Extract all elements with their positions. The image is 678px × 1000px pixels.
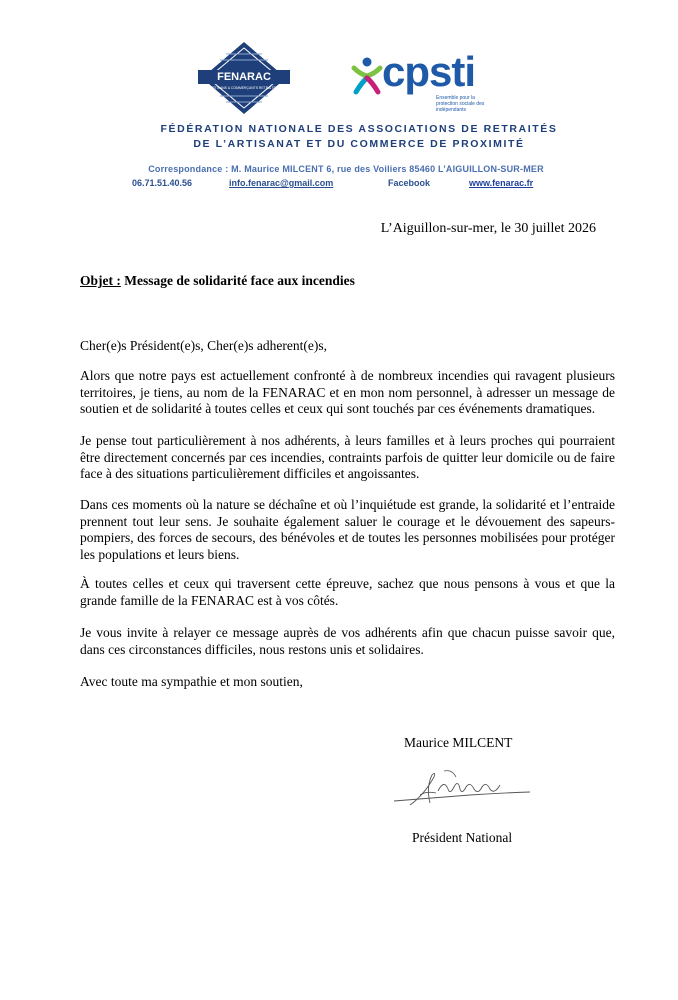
letter-subject: [80, 273, 355, 289]
federation-name-line-2: DE L’ARTISANAT ET DU COMMERCE DE PROXIMITÉ: [193, 138, 525, 150]
contact-email-link[interactable]: info.fenarac@gmail.com: [229, 178, 334, 188]
contact-website-link[interactable]: www.fenarac.fr: [469, 178, 534, 188]
letter-paragraph-5: Je vous invite à relayer ce message auprès de vos adhérents afin que chacun puisse savoir que, dans ces circonstances difficiles, nous restons unis et solidaires.: [80, 625, 615, 657]
cpsti-figure-icon: [350, 56, 384, 96]
letter-closing: Avec toute ma sympathie et mon soutien,: [80, 674, 303, 689]
correspondence-address: Correspondance : M. Maurice MILCENT 6, rue des Voiliers 85460 L’AIGUILLON-SUR-MER: [148, 164, 544, 174]
letter-greeting: Cher(e)s Président(e)s, Cher(e)s adherent(e)s,: [80, 338, 328, 353]
subject-text: Message de solidarité face aux incendies: [120, 273, 355, 288]
fenarac-logo: [196, 40, 292, 116]
letter-paragraph-4: À toutes celles et ceux qui traversent cette épreuve, sachez que nous pensons à vous et que la grande famille de la FENARAC est à vos côtés.: [80, 576, 615, 608]
fenarac-logo-graphic: [196, 40, 292, 116]
cpsti-tagline: Ensemble pour la protection sociale des indépendants: [436, 95, 485, 113]
fenarac-logo-name: FENARAC: [217, 71, 271, 83]
letter-paragraph-2: Je pense tout particulièrement à nos adhérents, à leurs familles et à leurs proches qui pourraient être directement concernés par ces incendies, contraints parfois de quitter leur domicile ou de faire face à des situations particulièrement difficiles et angoissantes.: [80, 433, 615, 481]
letter-paragraph-3: Dans ces moments où la nature se déchaîne et où l’inquiétude est grande, la solidarité et l’entraide prennent tout leur sens. Je souhaite également saluer le courage et le dévouement des sapeurs-pompiers, des forces de secours, des bénévoles et de toutes les personnes mobilisées pour protéger les populations et leurs biens.: [80, 497, 615, 562]
contact-facebook: Facebook: [388, 178, 431, 188]
cpsti-wordmark: cpsti: [382, 48, 476, 95]
letter-paragraph-1: Alors que notre pays est actuellement confronté à de nombreux incendies qui ravagent plusieurs territoires, je tiens, au nom de la FENARAC et en mon nom personnel, à adresser un message de soutien et de solidarité à toutes celles et ceux qui sont touchés par ces événements dramatiques.: [80, 368, 615, 416]
federation-name-line-1: FÉDÉRATION NATIONALE DES ASSOCIATIONS DE RETRAITÉS: [160, 123, 558, 135]
subject-label: Objet :: [80, 273, 121, 288]
signatory-name: Maurice MILCENT: [404, 735, 513, 750]
signatory-title: Président National: [412, 830, 513, 845]
cpsti-logo: [350, 48, 490, 113]
letter-date: L’Aiguillon-sur-mer, le 30 juillet 2026: [380, 221, 596, 236]
fenarac-logo-subtitle: ARTISANS & COMMERÇANTS RETRAITÉS: [210, 86, 278, 90]
contact-phone: 06.71.51.40.56: [132, 178, 193, 188]
handwritten-signature: [390, 765, 535, 813]
